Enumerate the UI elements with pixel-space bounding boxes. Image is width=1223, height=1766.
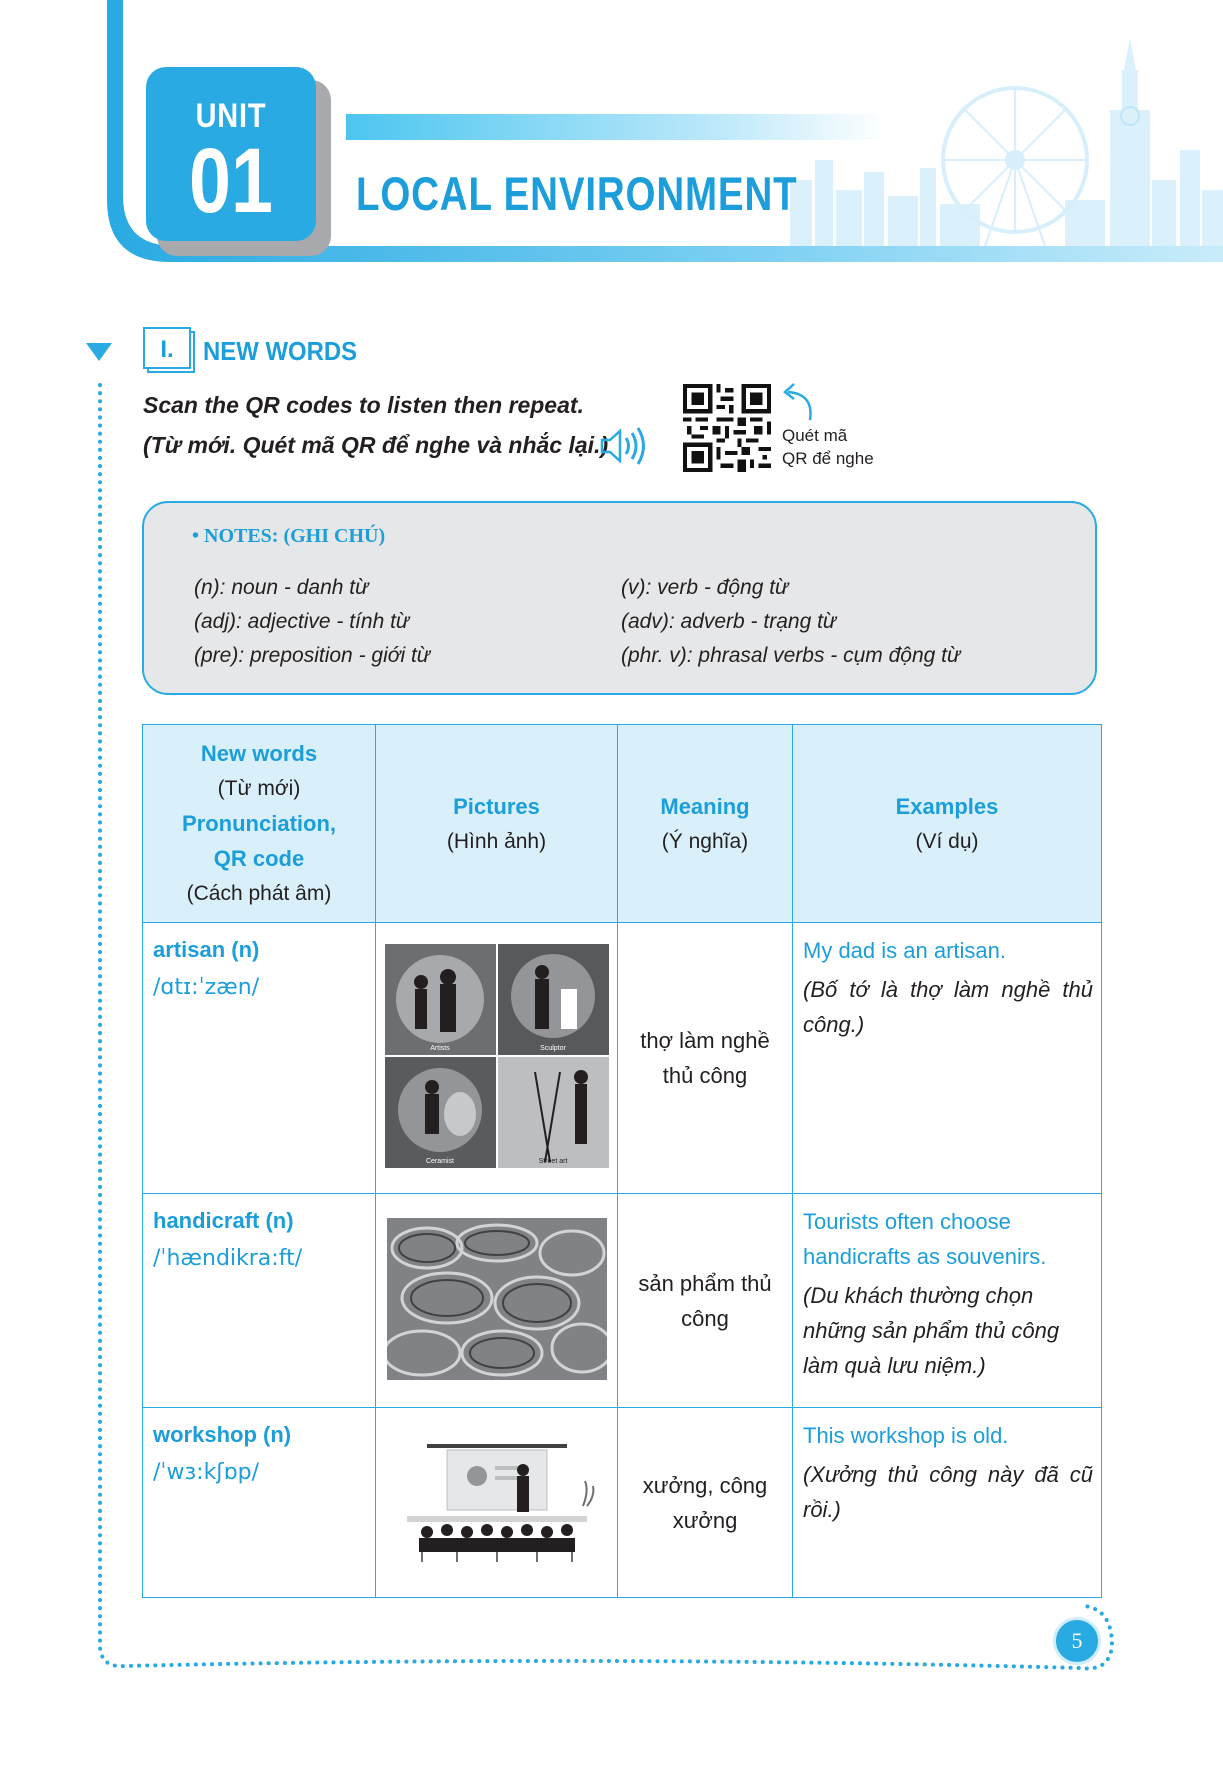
pronunciation: /ˈhændikra:ft/ [153, 1246, 303, 1271]
notes-box [142, 501, 1097, 695]
artisan-picture [385, 944, 609, 1168]
unit-number: 01 [189, 130, 273, 232]
note-preposition: (pre): preposition - giới từ [194, 644, 431, 667]
header-new-words-label: New words [200, 741, 318, 766]
word: handicraft (n) [153, 1208, 294, 1233]
handicraft-picture [387, 1218, 607, 1380]
qr-caption-line2: QR để nghe [782, 449, 874, 468]
example-vietnamese: (Xưởng thủ công này đã cũ rồi.) [803, 1462, 1093, 1522]
table-row [143, 923, 1102, 1194]
qr-code[interactable] [683, 384, 771, 472]
header-meaning-vi: (Ý nghĩa) [661, 829, 749, 853]
word-cell [143, 1194, 376, 1408]
pic-label-ceramist: Ceramist [425, 1158, 454, 1165]
header-meaning-label: Meaning [660, 793, 750, 819]
picture-cell [376, 1194, 618, 1408]
header-new-words [143, 725, 376, 923]
meaning-line: xưởng, công [642, 1472, 768, 1498]
example-english: This workshop is old. [803, 1423, 1009, 1448]
header-qr-label: QR code [213, 846, 305, 871]
word-cell [143, 923, 376, 1194]
curved-arrow-icon [780, 380, 820, 424]
instruction-english: Scan the QR codes to listen then repeat. [143, 392, 584, 418]
vocabulary-table [142, 724, 1102, 1598]
pic-label-street-art: Street art [538, 1158, 567, 1165]
meaning-line: sản phẩm thủ [638, 1270, 772, 1296]
table-header-row [143, 725, 1102, 923]
notes-title: • NOTES: (GHI CHÚ) [192, 525, 386, 547]
meaning-line: xưởng [672, 1507, 738, 1533]
header-pictures-label: Pictures [453, 793, 540, 819]
unit-title: LOCAL ENVIRONMENT [356, 167, 798, 220]
example-english: My dad is an artisan. [803, 938, 1006, 963]
header-pictures [376, 725, 618, 923]
picture-cell [376, 923, 618, 1194]
workshop-picture [397, 1436, 597, 1566]
picture-cell [376, 1408, 618, 1598]
meaning-cell [618, 923, 793, 1194]
header-pictures-vi: (Hình ảnh) [446, 829, 547, 853]
header-examples [793, 725, 1102, 923]
note-verb: (v): verb - động từ [621, 576, 789, 599]
speaker-icon[interactable] [598, 424, 650, 468]
section-number-icon [142, 326, 198, 376]
header-pronunciation-label: Pronunciation, [182, 811, 336, 836]
note-adverb: (adv): adverb - trạng từ [621, 610, 837, 633]
instruction-vietnamese: (Từ mới. Quét mã QR để nghe và nhắc lại.) [143, 432, 609, 458]
note-adjective: (adj): adjective - tính từ [194, 610, 410, 633]
table-row [143, 1194, 1102, 1408]
header-new-words-vi: (Từ mới) [217, 777, 301, 800]
note-noun: (n): noun - danh từ [194, 576, 369, 599]
meaning-cell [618, 1408, 793, 1598]
header-meaning [618, 725, 793, 923]
pronunciation: /ɑtɪ:ˈzæn/ [153, 975, 260, 1000]
header-examples-vi: (Ví dụ) [915, 829, 979, 853]
example-vietnamese: (Bố tớ là thợ làm nghề thủ công.) [803, 977, 1093, 1037]
meaning-cell [618, 1194, 793, 1408]
example-english: Tourists often choose handicrafts as souvenirs. [803, 1209, 1047, 1269]
example-vietnamese: (Du khách thường chọn những sản phẩm thủ công làm quà lưu niệm.) [803, 1283, 1060, 1378]
example-cell [793, 923, 1102, 1194]
pic-label-artists: Artists [429, 1045, 450, 1052]
note-phrasal-verb: (phr. v): phrasal verbs - cụm động từ [621, 644, 961, 667]
word: workshop (n) [153, 1422, 292, 1447]
section-number: I. [160, 336, 174, 363]
qr-caption-line1: Quét mã [782, 426, 848, 445]
section-title: NEW WORDS [203, 336, 358, 366]
header-pronunciation-vi: (Cách phát âm) [186, 882, 332, 905]
example-cell [793, 1194, 1102, 1408]
page-number: 5 [1053, 1617, 1101, 1665]
unit-label: UNIT [195, 97, 267, 135]
qr-caption [782, 424, 874, 470]
meaning-line: thủ công [662, 1063, 748, 1088]
pronunciation: /ˈwɜ:kʃɒp/ [153, 1460, 260, 1485]
header-examples-label: Examples [895, 793, 999, 819]
pic-label-sculptor: Sculptor [539, 1045, 566, 1052]
example-cell [793, 1408, 1102, 1598]
table-row [143, 1408, 1102, 1598]
word: artisan (n) [153, 937, 260, 962]
section-marker-icon [86, 343, 112, 363]
meaning-line: thợ làm nghề [640, 1028, 770, 1053]
meaning-line: công [681, 1305, 729, 1331]
word-cell [143, 1408, 376, 1598]
